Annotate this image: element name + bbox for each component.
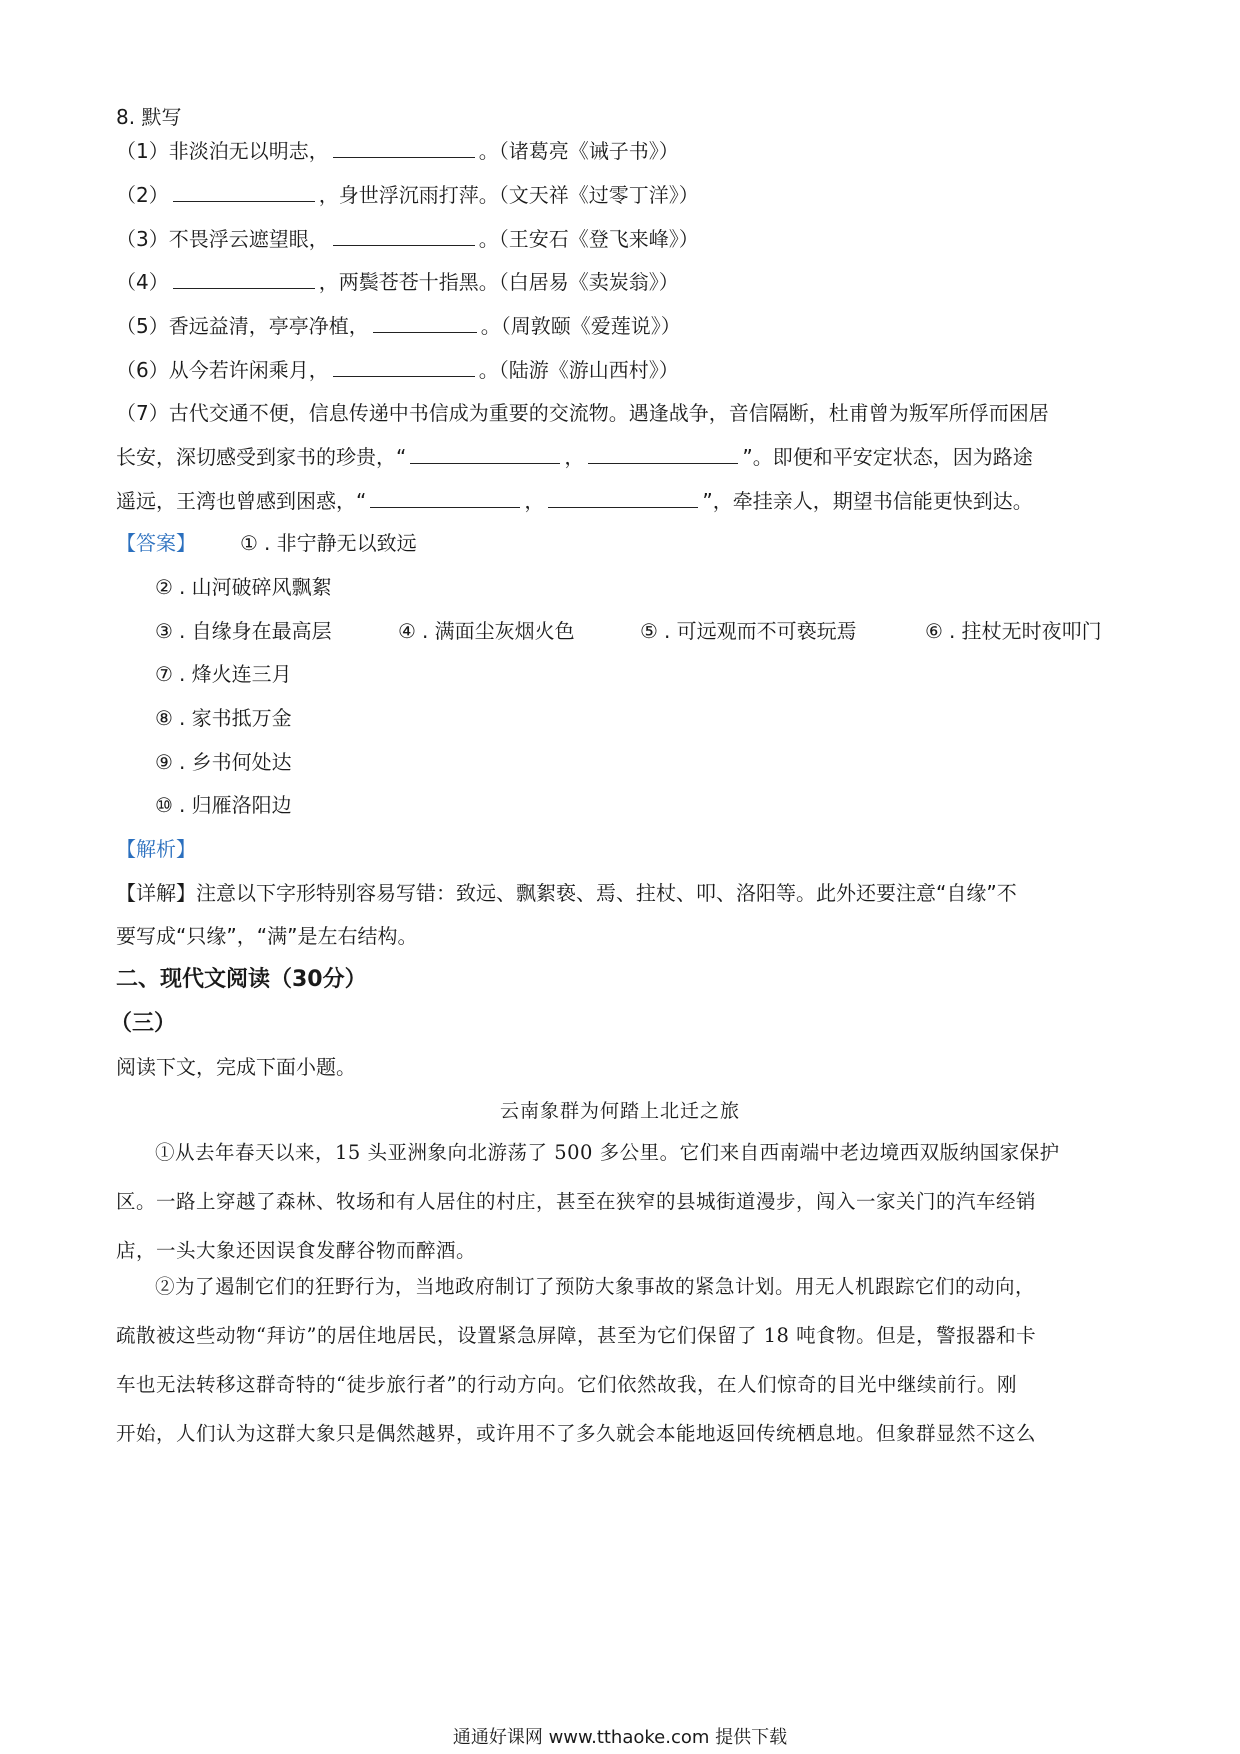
question-item-4 — [116, 267, 679, 297]
item-text-before: 非淡泊无以明志， — [168, 139, 329, 163]
answer-text: . 满面尘灰烟火色 — [421, 619, 575, 643]
item-text: ， — [564, 445, 585, 469]
paragraph-line: 疏散被这些动物“拜访”的居住地居民，设置紧急屏障，甚至为它们保留了 18 吨食物。但是，警报器和卡 — [116, 1324, 1037, 1347]
item-text: 长安，深切感受到家书的珍贵，“ — [116, 445, 407, 469]
fill-blank — [173, 268, 315, 289]
answer-number: ④ — [398, 619, 416, 643]
page-footer: 通通好课网 www.tthaoke.com 提供下载 — [452, 1727, 788, 1748]
answer-number: ① — [240, 531, 258, 555]
item-number: （4） — [116, 270, 169, 294]
fill-blank — [370, 487, 520, 508]
item-number: （6） — [116, 358, 169, 382]
section-subtitle: （三） — [110, 1011, 177, 1036]
answer-text: . 非宁静无以致远 — [263, 531, 417, 555]
question-item-1 — [116, 136, 679, 166]
answer-item-10 — [155, 790, 292, 820]
item-number: （1） — [116, 139, 169, 163]
item-text: ， — [524, 489, 545, 513]
answer-item-3 — [155, 616, 332, 646]
paragraph-line: 店，一头大象还因误食发酵谷物而醉酒。 — [116, 1239, 477, 1262]
item-text-after: ，两鬓苍苍十指黑。（白居易《卖炭翁》） — [318, 270, 679, 294]
question-item-7-line3 — [116, 486, 1033, 516]
section-title: 二、现代文阅读（30分） — [116, 967, 367, 992]
item-text: ”，牵挂亲人，期望书信能更快到达。 — [702, 489, 1033, 513]
item-text-before: 香远益清，亭亭净植， — [168, 314, 369, 338]
answer-number: ⑨ — [155, 750, 173, 774]
answer-item-8 — [155, 703, 292, 733]
answer-number: ⑤ — [640, 619, 658, 643]
answer-number: ③ — [155, 619, 173, 643]
article-title: 云南象群为何踏上北迁之旅 — [499, 1100, 740, 1122]
answer-text: . 烽火连三月 — [178, 662, 292, 686]
answer-number: ⑩ — [155, 793, 173, 817]
answer-item-6 — [925, 616, 1102, 646]
question-item-3 — [116, 224, 699, 254]
answer-item-4 — [398, 616, 575, 646]
answer-text: . 乡书何处达 — [178, 750, 292, 774]
fill-blank — [588, 443, 738, 464]
answer-text: . 家书抵万金 — [178, 706, 292, 730]
item-text-after: 。（周敦颐《爱莲说》） — [480, 314, 681, 338]
analysis-label: 【解析】 — [116, 837, 196, 861]
item-text-after: ，身世浮沉雨打萍。（文天祥《过零丁洋》） — [318, 183, 699, 207]
answer-item-7 — [155, 659, 292, 689]
item-text-before: 从今若许闲乘月， — [168, 358, 329, 382]
fill-blank — [333, 356, 475, 377]
answer-number: ⑦ — [155, 662, 173, 686]
question-item-7-line1: （7）古代交通不便，信息传递中书信成为重要的交流物。遇逢战争，音信隔断，杜甫曾为叛军所俘而困居 — [116, 401, 1049, 425]
answer-number: ② — [155, 575, 173, 599]
item-text: 遥远，王湾也曾感到困惑，“ — [116, 489, 367, 513]
item-text: ”。即便和平安定状态，因为路途 — [742, 445, 1033, 469]
answer-text: . 归雁洛阳边 — [178, 793, 292, 817]
item-number: （3） — [116, 227, 169, 251]
answer-text: . 自缘身在最高层 — [178, 619, 332, 643]
answer-item-9 — [155, 747, 292, 777]
fill-blank — [333, 225, 475, 246]
paragraph-line: 车也无法转移这群奇特的“徒步旅行者”的行动方向。它们依然故我，在人们惊奇的目光中继续前行。刚 — [116, 1373, 1017, 1396]
paragraph-line: ②为了遏制它们的狂野行为，当地政府制订了预防大象事故的紧急计划。用无人机跟踪它们的动向， — [155, 1275, 1036, 1298]
answer-item-1 — [240, 528, 417, 558]
question-item-7-line2 — [116, 442, 1033, 472]
article-paragraph-2 — [116, 1262, 1128, 1458]
answer-text: . 拄杖无时夜叩门 — [948, 619, 1102, 643]
answer-text: . 可远观而不可亵玩焉 — [663, 619, 857, 643]
fill-blank — [410, 443, 560, 464]
fill-blank — [173, 181, 315, 202]
answer-number: ⑧ — [155, 706, 173, 730]
analysis-detail-line1: 【详解】注意以下字形特别容易写错：致远、飘絮亵、焉、拄杖、叩、洛阳等。此外还要注意“自缘”不 — [116, 881, 1017, 905]
item-text-before: 不畏浮云遮望眼， — [168, 227, 329, 251]
article-paragraph-1 — [116, 1128, 1128, 1275]
fill-blank — [333, 137, 475, 158]
item-text-after: 。（王安石《登飞来峰》） — [478, 227, 699, 251]
paragraph-line: 区。一路上穿越了森林、牧场和有人居住的村庄，甚至在狭窄的县城街道漫步，闯入一家关门的汽车经销 — [116, 1190, 1037, 1213]
item-text-after: 。（诸葛亮《诫子书》） — [478, 139, 679, 163]
section-instruction: 阅读下文，完成下面小题。 — [116, 1055, 356, 1079]
answer-item-2 — [155, 572, 332, 602]
analysis-detail-line2: 要写成“只缘”，“满”是左右结构。 — [116, 924, 418, 948]
answer-label: 【答案】 — [116, 531, 196, 555]
answer-text: . 山河破碎风飘絮 — [178, 575, 332, 599]
paragraph-line: 开始，人们认为这群大象只是偶然越界，或许用不了多久就会本能地返回传统栖息地。但象群显然不这么 — [116, 1422, 1037, 1445]
item-number: （5） — [116, 314, 169, 338]
paragraph-line: ①从去年春天以来，15 头亚洲象向北游荡了 500 多公里。它们来自西南端中老边境西双版纳国家保护 — [155, 1141, 1060, 1164]
question-item-6 — [116, 355, 679, 385]
fill-blank — [373, 312, 477, 333]
item-text-after: 。（陆游《游山西村》） — [478, 358, 679, 382]
item-number: （2） — [116, 183, 169, 207]
fill-blank — [548, 487, 698, 508]
question-item-2 — [116, 180, 699, 210]
question-item-5 — [116, 311, 681, 341]
answer-number: ⑥ — [925, 619, 943, 643]
answer-item-5 — [640, 616, 857, 646]
question-heading: 8. 默写 — [116, 105, 182, 129]
